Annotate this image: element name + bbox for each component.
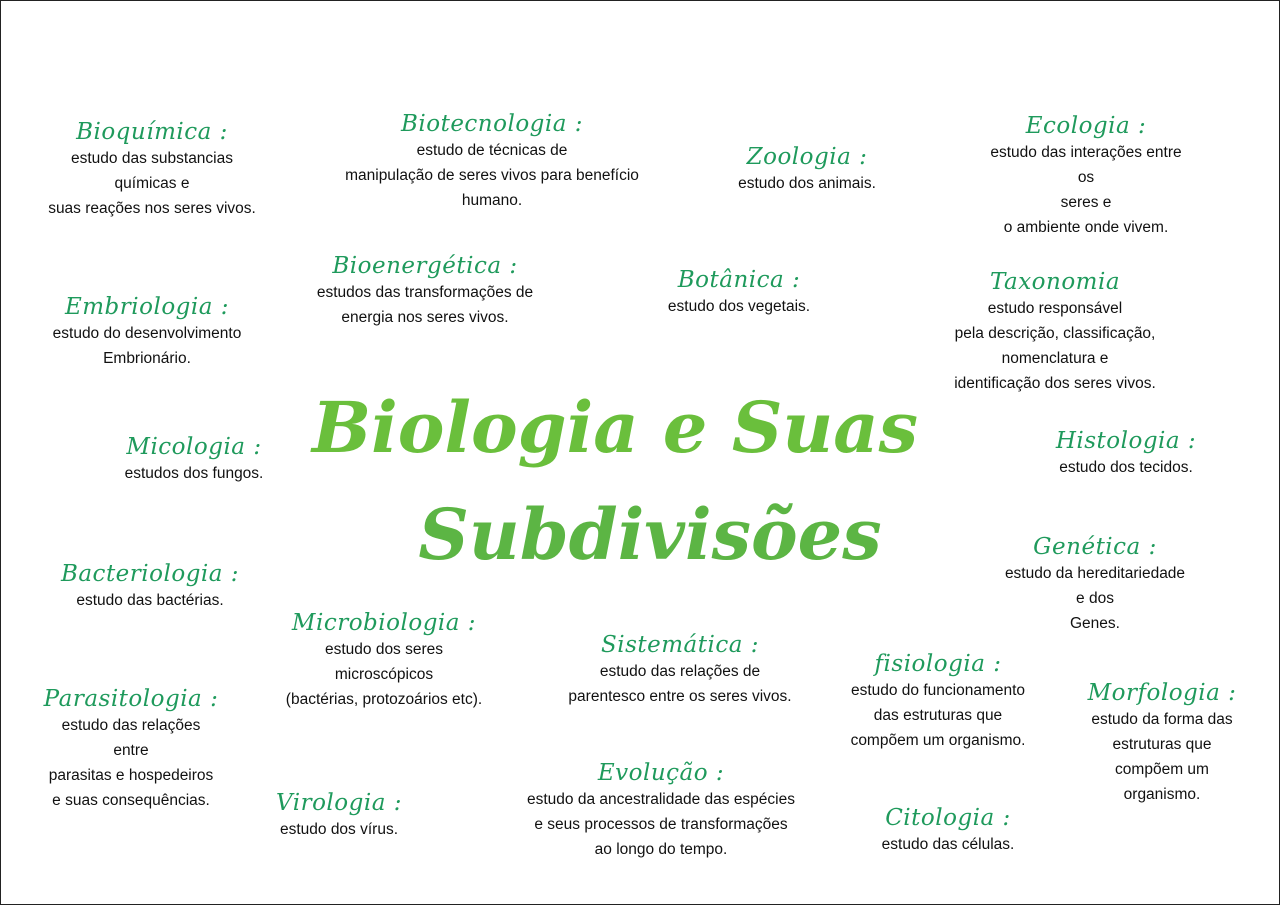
topic-evolucao (527, 759, 795, 862)
topic-description: estudo dos vírus. (279, 821, 399, 838)
topic-microbiologia (286, 609, 482, 712)
topic-description: estudo das relações entre parasitas e hospedeiros e suas consequências. (48, 717, 214, 809)
topic-micologia (125, 433, 264, 486)
topic-description: estudos das transformações de energia nos seres vivos. (316, 284, 534, 326)
topic-description: estudo das substancias químicas e suas reações nos seres vivos. (48, 150, 256, 217)
topic-heading: Citologia : (885, 805, 1011, 831)
topic-bioenergetica (317, 252, 533, 330)
topic-biotecnologia (345, 110, 639, 213)
topic-description: estudo dos animais. (738, 175, 876, 192)
topic-fisiologia (851, 650, 1026, 753)
topic-heading: Virologia : (276, 790, 402, 816)
topic-heading: Microbiologia : (291, 610, 477, 636)
topic-description: estudo da forma das estruturas que compõem um organismo. (1091, 711, 1233, 803)
topic-description: estudo das células. (881, 836, 1015, 853)
topic-description: estudo da ancestralidade das espécies e seus processos de transformações ao longo do tempo. (527, 791, 795, 858)
topic-description: estudo da hereditariedade e dos Genes. (1004, 565, 1186, 632)
main-title-line-2: Subdivisões (418, 493, 882, 576)
topic-description: estudo dos vegetais. (667, 298, 811, 315)
topic-description: estudo do funcionamento das estruturas que compõem um organismo. (850, 682, 1026, 749)
topic-heading: Bacteriologia : (60, 561, 240, 587)
topic-heading: Taxonomia (989, 269, 1121, 295)
topic-taxonomia (943, 268, 1168, 396)
topic-embriologia (53, 293, 242, 371)
topic-description: estudo responsável pela descrição, classificação, nomenclatura e identificação dos seres vivos. (954, 300, 1156, 392)
topic-heading: Genética : (1033, 534, 1157, 560)
topic-description: estudo das interações entre os seres e o ambiente onde vivem. (990, 144, 1182, 236)
topic-description: estudo de técnicas de manipulação de seres vivos para benefício humano. (345, 142, 639, 209)
main-title-line-1: Biologia e Suas (311, 386, 919, 469)
topic-zoologia (738, 143, 876, 196)
topic-description: estudo dos seres microscópicos (bactérias, protozoários etc). (285, 641, 483, 708)
topic-heading: Ecologia : (1025, 113, 1147, 139)
topic-morfologia (1088, 679, 1237, 807)
topic-heading: Bioquímica : (76, 119, 228, 145)
topic-ecologia (989, 112, 1183, 240)
topic-description: estudo dos tecidos. (1059, 459, 1193, 476)
topic-heading: Bioenergética : (332, 253, 518, 279)
topic-heading: Botânica : (677, 267, 801, 293)
topic-heading: Morfologia : (1087, 680, 1237, 706)
topic-parasitologia (44, 685, 219, 813)
topic-bacteriologia (61, 560, 239, 613)
topic-virologia (276, 789, 402, 842)
topic-heading: Zoologia : (746, 144, 868, 170)
topic-heading: fisiologia : (874, 651, 1002, 677)
topic-heading: Micologia : (126, 434, 262, 460)
topic-heading: Embriologia : (64, 294, 230, 320)
topic-genetica (1003, 533, 1188, 636)
topic-sistematica (568, 631, 791, 709)
topic-heading: Evolução : (597, 760, 725, 786)
topic-heading: Histologia : (1055, 428, 1197, 454)
topic-botanica (668, 266, 810, 319)
topic-description: estudo do desenvolvimento Embrionário. (52, 325, 242, 367)
topic-heading: Biotecnologia : (400, 111, 584, 137)
topic-citologia (882, 804, 1015, 857)
topic-heading: Parasitologia : (43, 686, 219, 712)
topic-histologia (1056, 427, 1196, 480)
topic-heading: Sistemática : (600, 632, 760, 658)
topic-bioquimica (48, 118, 256, 221)
topic-description: estudo das bactérias. (76, 592, 224, 609)
topic-description: estudo das relações de parentesco entre os seres vivos. (568, 663, 792, 705)
topic-description: estudos dos fungos. (124, 465, 264, 482)
